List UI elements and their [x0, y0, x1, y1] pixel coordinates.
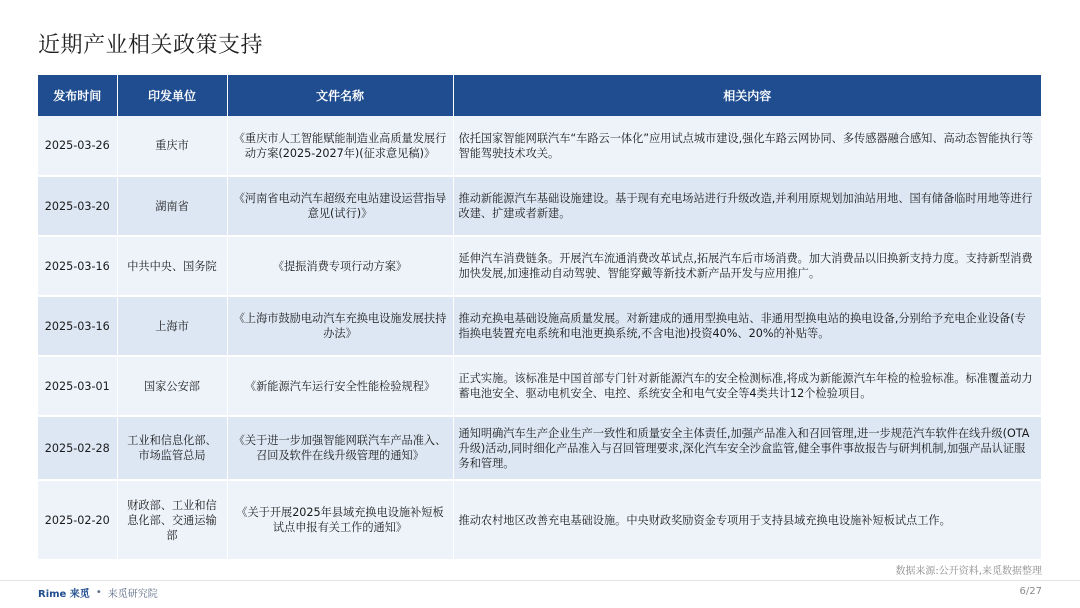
cell-issuer: 国家公安部: [117, 356, 227, 416]
header-document: 文件名称: [227, 75, 453, 116]
brand-logo: Rime 来觅: [38, 589, 90, 600]
table-row: [38, 296, 1041, 356]
brand-footer: [38, 585, 158, 600]
policy-table: [38, 75, 1041, 561]
page-title: 近期产业相关政策支持: [38, 33, 264, 58]
table-row: [38, 176, 1041, 236]
cell-document: 《提振消费专项行动方案》: [227, 236, 453, 296]
cell-content: 推动充换电基础设施高质量发展。对新建成的通用型换电站、非通用型换电站的换电设备,分别给予充电企业设备(专指换电装置充电系统和电池更换系统,不含电池)投资40%、20%的补贴等。: [453, 296, 1041, 356]
cell-document: 《河南省电动汽车超级充电站建设运营指导意见(试行)》: [227, 176, 453, 236]
cell-issuer: 工业和信息化部、市场监管总局: [117, 416, 227, 480]
footer-divider: [0, 580, 1080, 581]
cell-issuer: 重庆市: [117, 116, 227, 176]
cell-content: 推动农村地区改善充电基础设施。中央财政奖励资金专项用于支持县域充换电设施补短板试点工作。: [453, 480, 1041, 560]
header-date: 发布时间: [38, 75, 117, 116]
cell-document: 《新能源汽车运行安全性能检验规程》: [227, 356, 453, 416]
source-note: 数据来源:公开资料,来觅数据整理: [895, 566, 1042, 577]
cell-date: 2025-03-26: [38, 116, 117, 176]
cell-issuer: 财政部、工业和信息化部、交通运输部: [117, 480, 227, 560]
page-number: 6/27: [1019, 586, 1042, 597]
table-header-row: [38, 75, 1041, 116]
cell-date: 2025-03-01: [38, 356, 117, 416]
table-row: [38, 236, 1041, 296]
header-issuer: 印发单位: [117, 75, 227, 116]
cell-content: 推动新能源汽车基础设施建设。基于现有充电场站进行升级改造,并利用原规划加油站用地、国有储备临时用地等进行改建、扩建或者新建。: [453, 176, 1041, 236]
cell-date: 2025-03-20: [38, 176, 117, 236]
cell-content: 通知明确汽车生产企业生产一致性和质量安全主体责任,加强产品准入和召回管理,进一步规范汽车软件在线升级(OTA升级)活动,同时细化产品准入与召回管理要求,深化汽车安全沙盒监管,健全事件事故报告与研判机制,加强产品认证服务和管理。: [453, 416, 1041, 480]
cell-issuer: 湖南省: [117, 176, 227, 236]
header-content: 相关内容: [453, 75, 1041, 116]
cell-content: 延伸汽车消费链条。开展汽车流通消费改革试点,拓展汽车后市场消费。加大消费品以旧换新支持力度。支持新型消费加快发展,加速推动自动驾驶、智能穿戴等新技术新产品开发与应用推广。: [453, 236, 1041, 296]
cell-document: 《关于开展2025年县域充换电设施补短板试点申报有关工作的通知》: [227, 480, 453, 560]
table-row: [38, 480, 1041, 560]
cell-content: 依托国家智能网联汽车“车路云一体化”应用试点城市建设,强化车路云网协同、多传感器融合感知、高动态智能执行等智能驾驶技术攻关。: [453, 116, 1041, 176]
brand-separator: •: [95, 587, 102, 598]
brand-name: 来觅研究院: [107, 589, 158, 600]
table-row: [38, 416, 1041, 480]
cell-document: 《关于进一步加强智能网联汽车产品准入、召回及软件在线升级管理的通知》: [227, 416, 453, 480]
cell-date: 2025-03-16: [38, 236, 117, 296]
cell-content: 正式实施。该标准是中国首部专门针对新能源汽车的安全检测标准,将成为新能源汽车年检的检验标准。标准覆盖动力蓄电池安全、驱动电机安全、电控、系统安全和电气安全等4类共计12个检验项目。: [453, 356, 1041, 416]
cell-date: 2025-02-20: [38, 480, 117, 560]
cell-date: 2025-03-16: [38, 296, 117, 356]
table-row: [38, 356, 1041, 416]
cell-document: 《重庆市人工智能赋能制造业高质量发展行动方案(2025-2027年)(征求意见稿)》: [227, 116, 453, 176]
cell-document: 《上海市鼓励电动汽车充换电设施发展扶持办法》: [227, 296, 453, 356]
cell-date: 2025-02-28: [38, 416, 117, 480]
cell-issuer: 上海市: [117, 296, 227, 356]
table-row: [38, 116, 1041, 176]
cell-issuer: 中共中央、国务院: [117, 236, 227, 296]
